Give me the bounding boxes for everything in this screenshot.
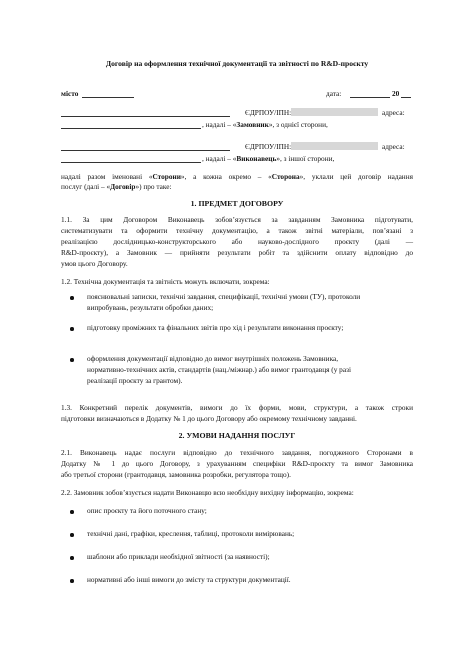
bullet-dot <box>70 296 74 300</box>
bullet-2-3: шаблони або приклади необхідної звітності (за наявності); <box>87 552 270 561</box>
date-year: 20 <box>392 89 400 98</box>
p1-1-line: реалізацією дослідницько-конструкторського або науково-дослідного проєкту (далі — <box>61 237 413 246</box>
bullet-3-line-1: оформлення документації відповідно до вимог внутрішніх положень Замовника, <box>87 354 339 363</box>
customer-edrpou-field[interactable] <box>291 108 378 116</box>
customer-address-field[interactable] <box>61 128 201 129</box>
bullet-2-2: технічні дані, графіки, креслення, таблиці, протоколи вимірювань; <box>87 529 295 538</box>
contractor-address-label: адреса: <box>382 142 405 151</box>
bullet-2-4: нормативні або інші вимоги до змісту та структури документації. <box>87 575 291 584</box>
bullet-2-1: опис проєкту та його поточного стану; <box>87 506 207 515</box>
p1-2: 1.2. Технічна документація та звітність можуть включати, зокрема: <box>61 277 270 286</box>
year-suffix-field[interactable] <box>401 97 411 98</box>
p2-1-line: 2.1. Виконавець надає послуги відповідно до технічного завдання, погодженого Сторонами в <box>61 448 413 457</box>
bullet-dot <box>70 579 74 583</box>
p1-3-line: 1.3. Конкретний перелік документів, вимоги до їх форми, мови, структури, а також строки <box>61 403 413 412</box>
city-field[interactable] <box>82 97 134 98</box>
customer-address-label: адреса: <box>382 108 405 117</box>
p1-1-line: систематизувати та оформити технічну документацію, а також звітні матеріали, пов’язані з <box>61 226 413 235</box>
section-2-heading: 2. УМОВИ НАДАННЯ ПОСЛУГ <box>178 431 296 440</box>
contractor-edrpou-label: ЄДРПОУ/ІПН: <box>245 142 292 151</box>
bullet-3-line-2: нормативно-технічних актів, стандартів (нац./міжнар.) або вимог грантодавця (у разі <box>87 365 351 374</box>
date-label: дата: <box>326 89 342 98</box>
bullet-dot <box>70 510 74 514</box>
customer-name-field[interactable] <box>61 116 230 117</box>
date-field[interactable] <box>350 97 390 98</box>
bullet-dot <box>70 327 74 331</box>
bullet-dot <box>70 358 74 362</box>
p2-1-line: або третьої сторони (грантодавця, замовника розробки, регулятора тощо). <box>61 470 291 479</box>
preamble-line-1: надалі разом іменовані «Сторони», а кожна окремо – «Сторона», уклали цей договір надання <box>61 172 413 181</box>
p1-3-line: підготовки визначаються в Додатку № 1 до цього Договору або окремому технічному завданні. <box>61 414 357 423</box>
p2-1-line: Додатку № 1 до цього Договору, з урахуванням специфіки R&D-проєкту та вимог Замовника <box>61 459 413 468</box>
contractor-address-field[interactable] <box>61 162 201 163</box>
document-title: Договір на оформлення технічної документації та звітності по R&D-проєкту <box>105 59 369 68</box>
customer-edrpou-label: ЄДРПОУ/ІПН: <box>245 108 292 117</box>
p2-2: 2.2. Замовник зобов’язується надати Виконавцю всю необхідну вихідну інформацію, зокрема: <box>61 488 354 497</box>
p1-1-line: умов цього Договору. <box>61 259 128 268</box>
section-1-heading: 1. ПРЕДМЕТ ДОГОВОРУ <box>190 199 284 208</box>
bullet-dot <box>70 533 74 537</box>
bullet-1-line-2: випробувань, результати обробки даних; <box>87 303 214 312</box>
bullet-3-line-3: реалізації проєкту за грантом). <box>87 376 183 385</box>
contractor-role-text: , надалі – «Виконавець», з іншої сторони, <box>202 154 335 163</box>
contractor-name-field[interactable] <box>61 150 230 151</box>
p1-1-line: R&D-проєкту), а Замовник — прийняти результати робіт та здійснити оплату відповідно до <box>61 248 413 257</box>
p1-1-line: 1.1. За цим Договором Виконавець зобов’язується за завданням Замовника підготувати, <box>61 215 413 224</box>
customer-role-text: , надалі – «Замовник», з однієї сторони, <box>202 120 328 129</box>
bullet-2-line-1: підготовку проміжних та фінальних звітів про хід і результати виконання проєкту; <box>87 323 344 332</box>
bullet-1-line-1: пояснювальні записки, технічні завдання, специфікації, технічні умови (ТУ), протоколи <box>87 292 361 301</box>
preamble-line-2: послуг (далі – «Договір») про таке: <box>61 182 172 191</box>
city-label: місто <box>61 89 79 98</box>
bullet-dot <box>70 556 74 560</box>
contractor-edrpou-field[interactable] <box>291 142 378 150</box>
